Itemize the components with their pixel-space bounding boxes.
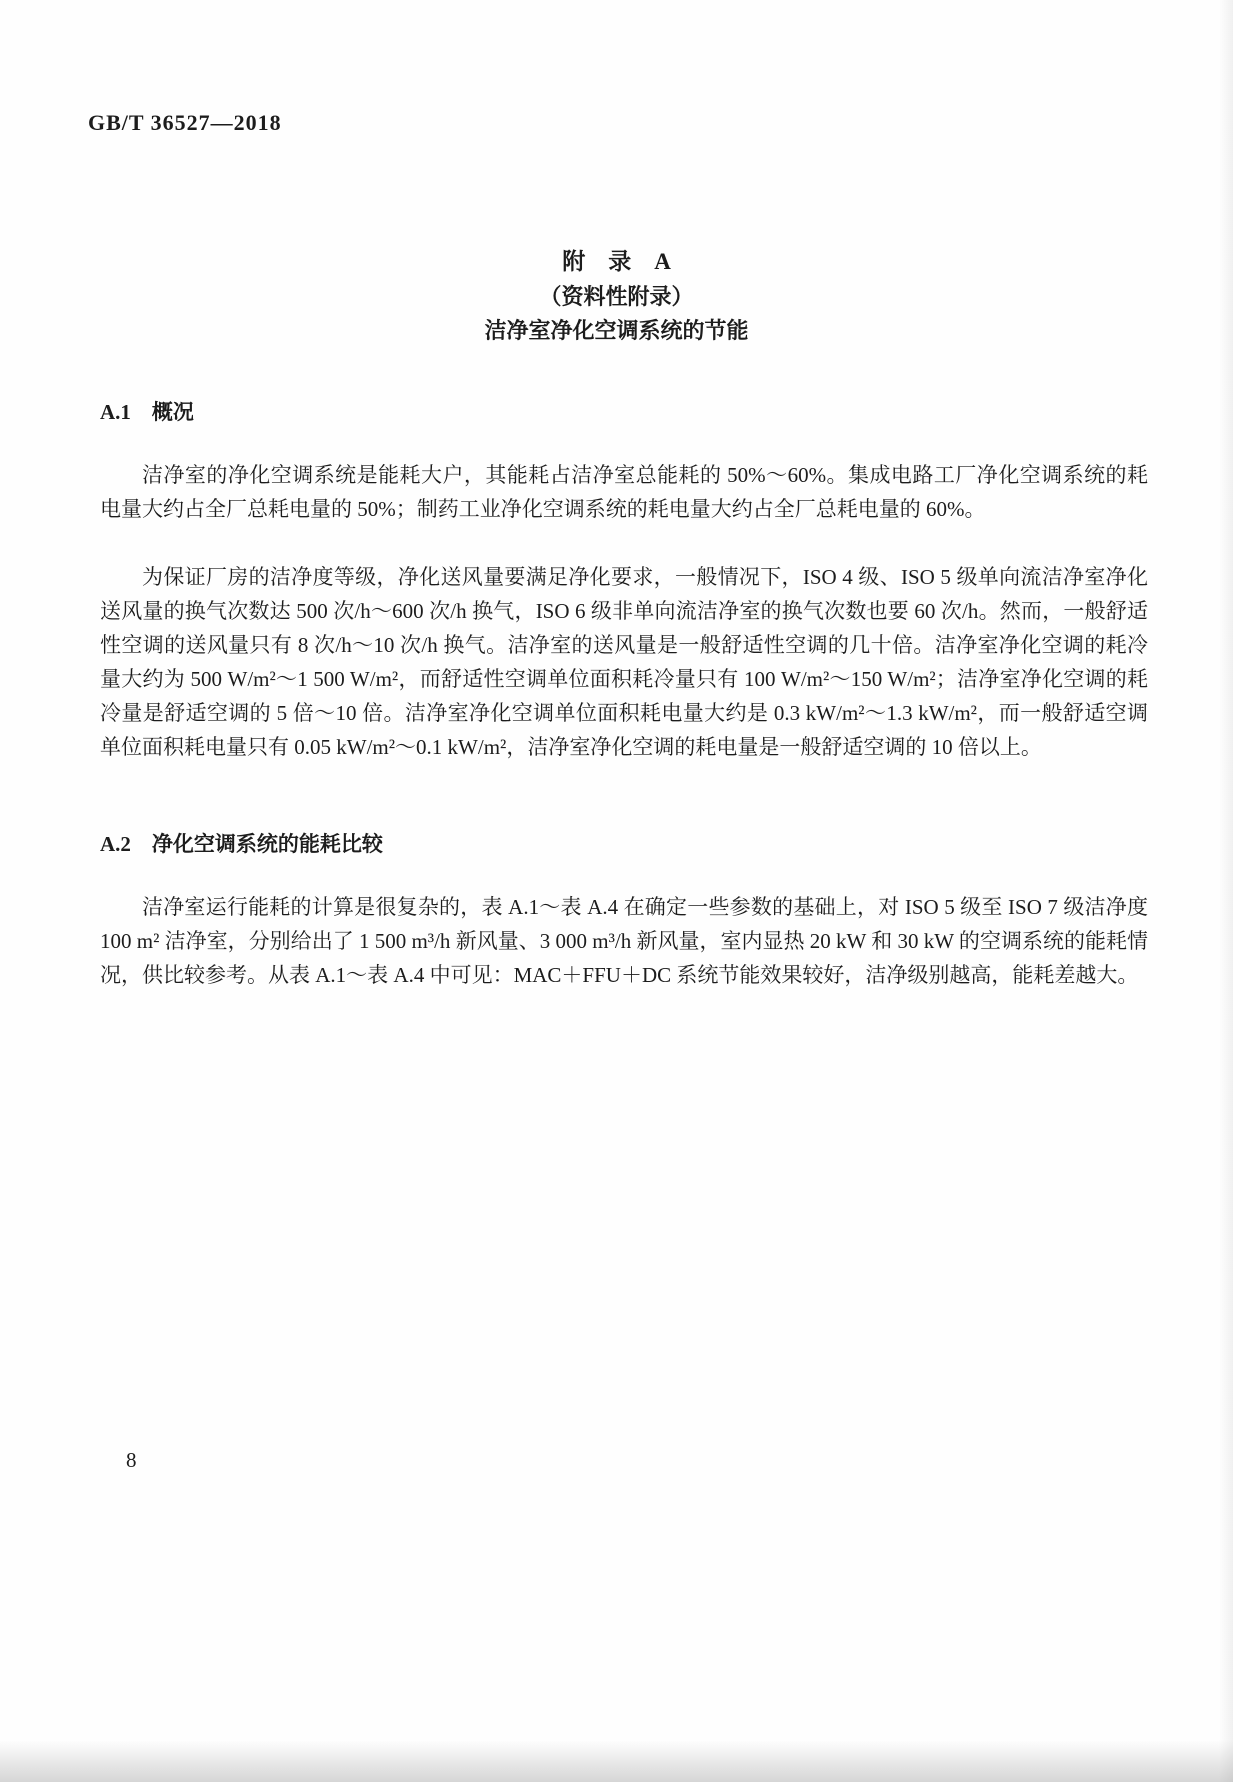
section-a1-paragraph-2-container <box>100 560 1148 764</box>
section-heading-a1: A.1 概况 <box>100 400 194 424</box>
section-a2-paragraph-1-container <box>100 890 1148 992</box>
standard-number-header: GB/T 36527—2018 <box>88 110 282 135</box>
appendix-subject-title: 洁净室净化空调系统的节能 <box>484 318 749 343</box>
section-a1-paragraph-2: 为保证厂房的洁净度等级，净化送风量要满足净化要求，一般情况下，ISO 4 级、ISO 5 级单向流洁净室净化送风量的换气次数达 500 次/h～600 次/h 换气，ISO 6 级非单向流洁净室的换气次数也要 60 次/h。然而，一般舒适性空调的送风量只有 8 次/h～10 次/h 换气。洁净室的送风量是一般舒适性空调的几十倍。洁净室净化空调的耗冷量大约为 500 W/m²～1 500 W/m²，而舒适性空调单位面积耗冷量只有 100 W/m²～150 W/m²；洁净室净化空调的耗冷量是舒适空调的 5 倍～10 倍。洁净室净化空调单位面积耗电量大约是 0.3 kW/m²～1.3 kW/m²，而一般舒适空调单位面积耗电量只有 0.05 kW/m²～0.1 kW/m²，洁净室净化空调的耗电量是一般舒适空调的 10 倍以上。 <box>100 565 1148 759</box>
section-a1-paragraph-1-container <box>100 458 1148 526</box>
scan-edge-bottom <box>0 1740 1233 1782</box>
page-number: 8 <box>126 1448 137 1472</box>
section-a2-paragraph-1: 洁净室运行能耗的计算是很复杂的，表 A.1～表 A.4 在确定一些参数的基础上，对 ISO 5 级至 ISO 7 级洁净度 100 m² 洁净室，分别给出了 1 500 m³/h 新风量、3 000 m³/h 新风量，室内显热 20 kW 和 30 kW 的空调系统的能耗情况，供比较参考。从表 A.1～表 A.4 中可见：MAC＋FFU＋DC 系统节能效果较好，洁净级别越高，能耗差越大。 <box>100 895 1148 987</box>
section-heading-a2: A.2 净化空调系统的能耗比较 <box>100 832 383 856</box>
appendix-title: 附 录 A <box>562 249 671 274</box>
appendix-subtitle-informative: （资料性附录） <box>539 284 694 309</box>
section-a1-paragraph-1: 洁净室的净化空调系统是能耗大户，其能耗占洁净室总能耗的 50%～60%。集成电路工厂净化空调系统的耗电量大约占全厂总耗电量的 50%；制药工业净化空调系统的耗电量大约占全厂总耗电量的 60%。 <box>100 463 1148 521</box>
